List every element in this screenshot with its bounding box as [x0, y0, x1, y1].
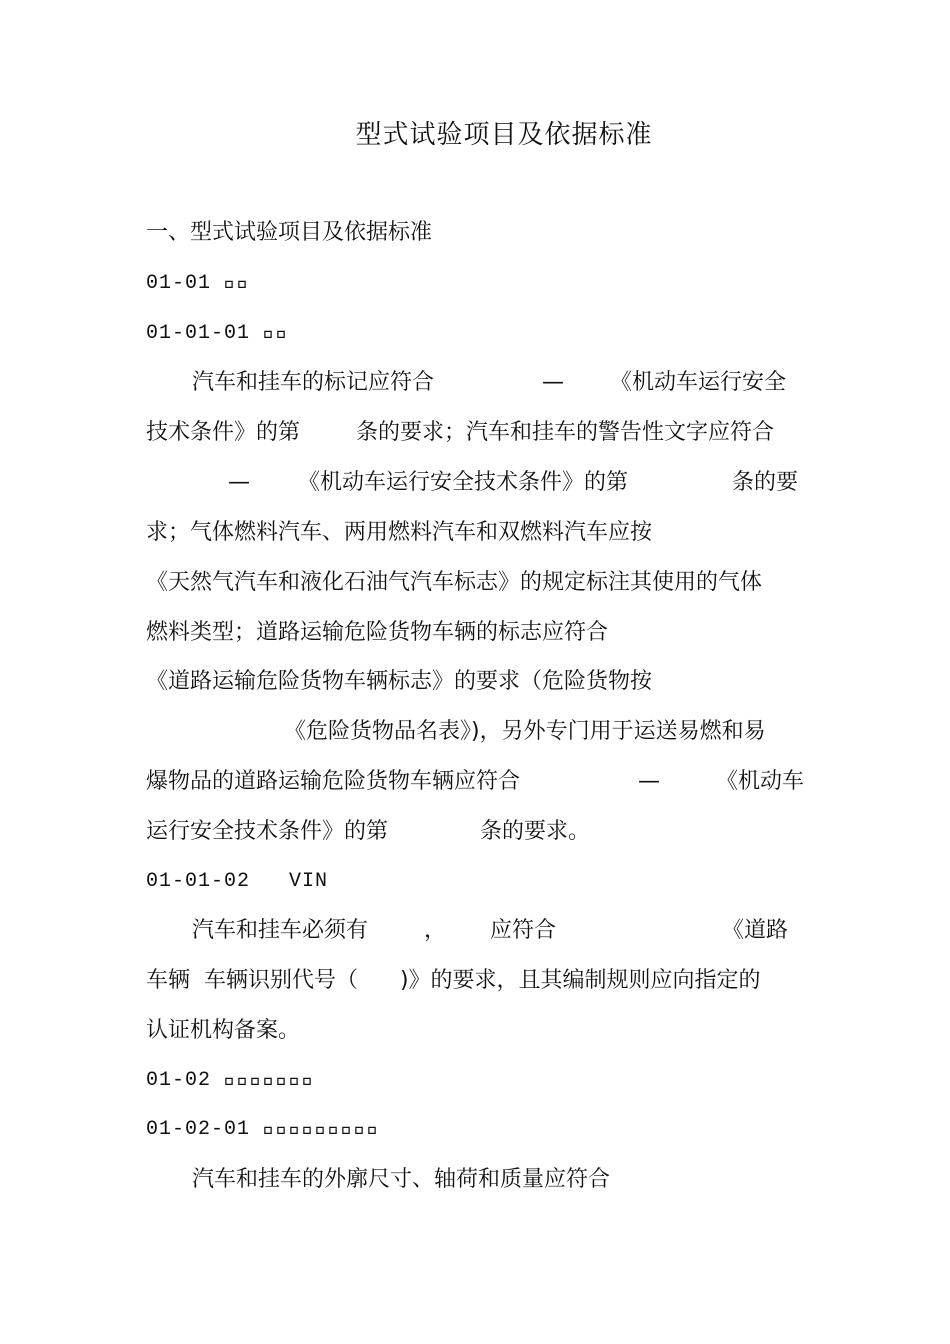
paragraph-text: 《机动车运行安全 [610, 370, 787, 395]
paragraph-text: — [638, 769, 660, 794]
item-code-01-02-01: 01-02-01           [146, 1118, 381, 1141]
paragraph-text: 《机动车运行安全技术条件》的第 [298, 470, 629, 495]
paragraph-text: — [228, 470, 250, 495]
paragraph-text: 《天然气汽车和液化石油气汽车标志》的规定标注其使用的气体 [146, 570, 763, 595]
item-code-01-01-02: 01-01-02 VIN [146, 870, 329, 893]
paragraph-text: 《道路 [722, 918, 789, 943]
item-code-01-01-01: 01-01-01    [146, 322, 290, 345]
paragraph-text: 认证机构备案。 [146, 1018, 301, 1043]
paragraph-text: ， [424, 918, 447, 943]
paragraph-text: 技术条件》的第 [146, 420, 301, 445]
paragraph-text: 条的要 [732, 470, 799, 495]
paragraph-text: 《机动车 [716, 769, 805, 794]
paragraph-text: 爆物品的道路运输危险货物车辆应符合 [146, 769, 521, 794]
paragraph-text: 应符合 [490, 918, 557, 943]
paragraph-text: 车辆 车辆识别代号（ )》的要求，且其编制规则应向指定的 [146, 968, 761, 993]
paragraph-text: 《危险货物品名表》)，另外专门用于运送易燃和易 [284, 719, 766, 744]
paragraph-text: — [542, 370, 564, 395]
paragraph-text: 条的要求；汽车和挂车的警告性文字应符合 [356, 420, 775, 445]
document-title: 型式试验项目及依据标准 [355, 120, 653, 150]
paragraph-dimensions: 汽车和挂车的外廓尺寸、轴荷和质量应符合 [192, 1167, 611, 1192]
paragraph-text: 条的要求。 [480, 819, 591, 844]
paragraph-text: 汽车和挂车必须有 [192, 918, 369, 943]
item-code-01-02: 01-02         [146, 1069, 316, 1092]
item-code-01-01: 01-01    [146, 272, 251, 295]
paragraph-text: 燃料类型；道路运输危险货物车辆的标志应符合 [146, 620, 609, 645]
paragraph-text: 汽车和挂车的标记应符合 [192, 370, 435, 395]
paragraph-text: 运行安全技术条件》的第 [146, 819, 389, 844]
paragraph-text: 求；气体燃料汽车、两用燃料汽车和双燃料汽车应按 [146, 520, 653, 545]
paragraph-text: 《道路运输危险货物车辆标志》的要求（危险货物按 [146, 669, 653, 694]
section-heading: 一、型式试验项目及依据标准 [146, 220, 433, 245]
